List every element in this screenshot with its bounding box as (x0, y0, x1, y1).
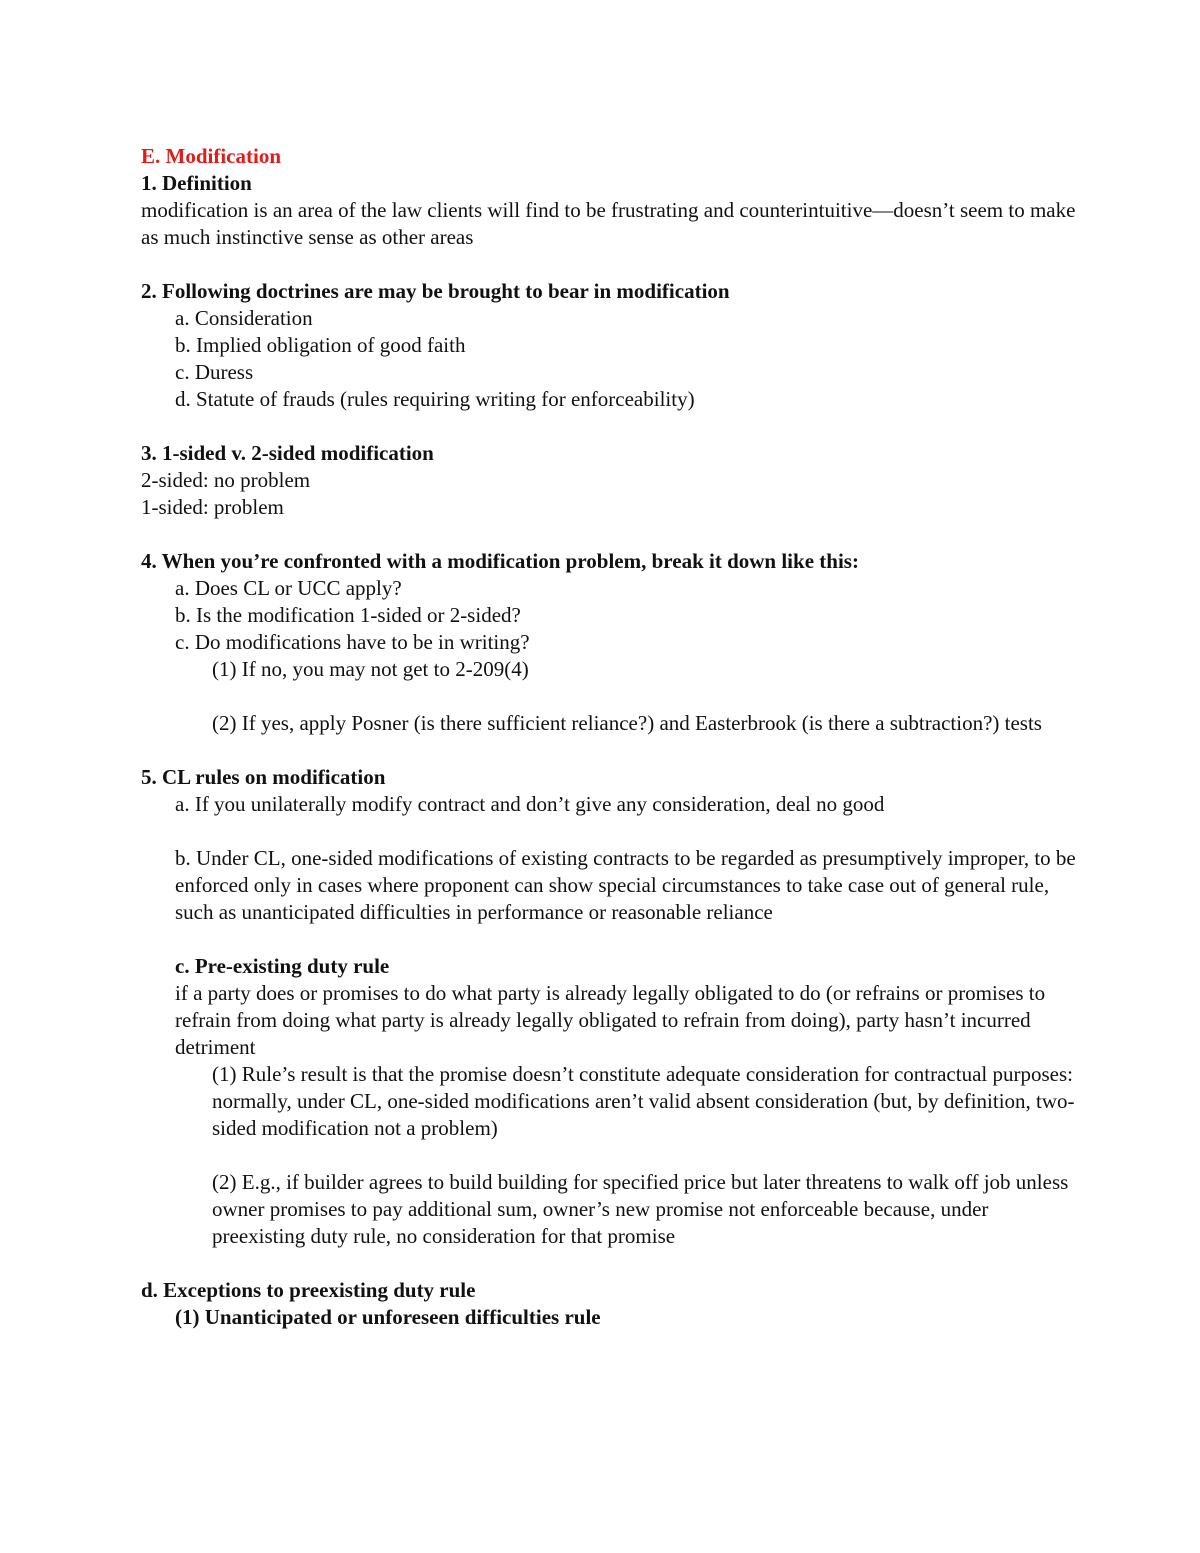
spacer (141, 413, 1081, 440)
spacer (141, 251, 1081, 278)
doctrine-item: a. Consideration (175, 306, 313, 330)
section-title: E. Modification (141, 144, 281, 168)
preexisting-duty-subitem: (1) Rule’s result is that the promise doesn’t constitute adequate consideration for contractual purposes: normally, under CL, one-sided modifications aren’t valid absent consideration (but, by definition, two-sided modification not a problem) (212, 1062, 1075, 1140)
exceptions-heading: d. Exceptions to preexisting duty rule (141, 1278, 476, 1302)
spacer (141, 521, 1081, 548)
cl-rules-heading: 5. CL rules on modification (141, 765, 386, 789)
sided-line: 2-sided: no problem (141, 468, 311, 492)
doctrine-item: c. Duress (175, 360, 254, 384)
spacer (141, 818, 1081, 845)
preexisting-duty-subitem: (2) E.g., if builder agrees to build building for specified price but later threatens to walk off job unless owner promises to pay additional sum, owner’s new promise not enforceable because, under preexisting duty rule, no consideration for that promise (212, 1170, 1069, 1248)
cl-rule-b: b. Under CL, one-sided modifications of existing contracts to be regarded as presumptively improper, to be enforced only in cases where proponent can show special circumstances to take case out of general rule, such as unanticipated difficulties in performance or reasonable reliance (175, 846, 1076, 924)
preexisting-duty-text: if a party does or promises to do what party is already legally obligated to do (or refrains or promises to refrain from doing what party is already legally obligated to refrain from doing), party hasn’t incurred detriment (175, 981, 1046, 1059)
breakdown-item: b. Is the modification 1-sided or 2-sided? (175, 603, 521, 627)
definition-heading: 1. Definition (141, 171, 252, 195)
cl-rule-a: a. If you unilaterally modify contract and don’t give any consideration, deal no good (175, 792, 885, 816)
exceptions-subitem: (1) Unanticipated or unforeseen difficulties rule (175, 1305, 601, 1329)
doctrine-item: b. Implied obligation of good faith (175, 333, 466, 357)
breakdown-subitem: (2) If yes, apply Posner (is there sufficient reliance?) and Easterbrook (is there a subtraction?) tests (212, 711, 1042, 735)
definition-text: modification is an area of the law clients will find to be frustrating and counterintuitive—doesn’t seem to make as much instinctive sense as other areas (141, 198, 1076, 249)
document-page (141, 143, 1081, 1331)
spacer (141, 1142, 1081, 1169)
spacer (141, 683, 1081, 710)
spacer (141, 926, 1081, 953)
doctrines-heading: 2. Following doctrines are may be brought to bear in modification (141, 279, 730, 303)
breakdown-item: c. Do modifications have to be in writing? (175, 630, 530, 654)
breakdown-heading: 4. When you’re confronted with a modification problem, break it down like this: (141, 549, 859, 573)
preexisting-duty-heading: c. Pre-existing duty rule (175, 954, 390, 978)
spacer (141, 1250, 1081, 1277)
breakdown-item: a. Does CL or UCC apply? (175, 576, 402, 600)
breakdown-subitem: (1) If no, you may not get to 2-209(4) (212, 657, 529, 681)
sided-line: 1-sided: problem (141, 495, 284, 519)
sided-heading: 3. 1-sided v. 2-sided modification (141, 441, 434, 465)
doctrine-item: d. Statute of frauds (rules requiring writing for enforceability) (175, 387, 695, 411)
spacer (141, 737, 1081, 764)
